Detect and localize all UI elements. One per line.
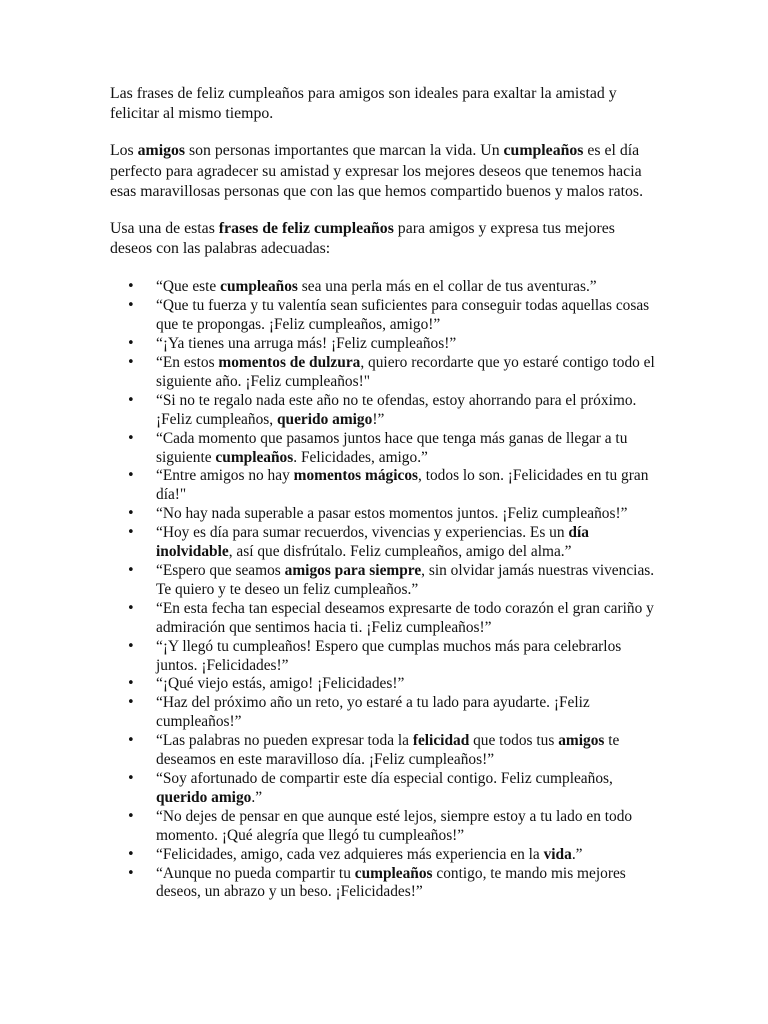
phrase-item [110,467,658,505]
phrase-item [110,430,658,468]
bullet-icon: • [127,525,135,541]
bold-text: día inolvidable [156,524,589,561]
text-run: contigo, te mando mis mejores deseos, un abrazo y un beso. ¡Felicidades!” [156,864,626,901]
bullet-icon: • [127,468,135,484]
text-run: “Hoy es día para sumar recuerdos, vivencias y experiencias. Es un [156,524,569,542]
phrase-item [110,770,658,808]
text-run: “¡Qué viejo estás, amigo! ¡Felicidades!” [156,675,405,693]
bullet-icon: • [127,336,135,352]
text-run: “Aunque no pueda compartir tu [156,864,355,882]
bullet-icon: • [127,506,135,522]
bold-text: amigos para siempre [284,562,422,580]
bold-text: cumpleaños [220,278,298,296]
text-run: “No dejes de pensar en que aunque esté lejos, siempre estoy a tu lado en todo momento. ¡Qué alegría que llegó tu cumpleaños!” [156,807,633,844]
bold-text: cumpleaños [503,142,584,160]
phrase-item [110,354,658,392]
bold-text: cumpleaños [354,864,433,882]
phrase-item [110,675,658,694]
text-run: “Felicidades, amigo, cada vez adquieres más experiencia en la [156,845,544,863]
text-run: “Entre amigos no hay [156,467,294,485]
text-run: “Espero que seamos [156,562,285,580]
text-run: “Las palabras no pueden expresar toda la [156,732,413,750]
phrase-item [110,846,658,865]
bold-text: amigos [137,142,186,160]
bullet-icon: • [127,392,135,408]
phrase-item [110,297,658,335]
text-run: .” [251,788,263,806]
phrase-item [110,524,658,562]
text-run: sea una perla más en el collar de tus aventuras.” [297,278,597,296]
text-run: “Soy afortunado de compartir este día especial contigo. Feliz cumpleaños, [156,769,613,787]
bullet-icon: • [127,355,135,371]
text-run: para amigos y expresa tus mejores deseos con las palabras adecuadas: [110,220,615,258]
text-run: “Que este [156,278,221,296]
bold-text: frases de feliz cumpleaños [218,220,394,238]
bold-text: querido amigo [156,788,252,806]
text-run: , sin olvidar jamás nuestras vivencias. Te quiero y te deseo un feliz cumpleaños.” [156,562,655,598]
intro-paragraph-3 [110,219,658,259]
phrase-item [110,392,658,430]
text-run: te deseamos en este maravilloso día. ¡Feliz cumpleaños!” [156,732,620,769]
text-run: Usa una de estas [110,220,219,238]
bullet-icon: • [127,676,135,692]
text-run: “Cada momento que pasamos juntos hace que tenga más ganas de llegar a tu siguiente [156,429,628,466]
text-run: es el día perfecto para agradecer su amistad y expresar los mejores deseos que tenemos hacia esas maravillosas personas que con las que hemos compartido buenos y malos ratos. [110,142,644,200]
phrase-item [110,335,658,354]
phrase-item [110,505,658,524]
text-run: “Haz del próximo año un reto, yo estaré a tu lado para ayudarte. ¡Feliz cumpleaños!” [156,694,590,731]
text-run: .” [571,845,583,863]
bold-text: amigos [558,732,605,750]
bold-text: momentos de dulzura [218,354,361,372]
intro-paragraph-2 [110,141,658,202]
text-run: que todos tus [469,732,559,750]
bullet-icon: • [127,430,135,446]
bold-text: cumpleaños [215,448,294,466]
bullet-icon: • [127,279,135,295]
phrases-list [110,278,658,902]
bold-text: felicidad [412,732,470,750]
bullet-icon: • [127,298,135,314]
intro-paragraph-1: Las frases de feliz cumpleaños para amigos son ideales para exaltar la amistad y felicitar al mismo tiempo. [110,85,617,123]
phrase-item [110,600,658,638]
bullet-icon: • [127,733,135,749]
phrase-item [110,694,658,732]
text-run: “Que tu fuerza y tu valentía sean suficientes para conseguir todas aquellas cosas que te propongas. ¡Feliz cumpleaños, amigo!” [156,297,650,334]
phrase-item [110,562,658,600]
text-run: . Felicidades, amigo.” [293,448,428,466]
phrase-item [110,732,658,770]
bold-text: querido amigo [276,410,373,428]
text-run: Los [110,142,138,160]
phrase-item [110,808,658,846]
document-page [110,84,658,902]
text-run: “En esta fecha tan especial deseamos expresarte de todo corazón el gran cariño y admiración que sentimos hacia ti. ¡Feliz cumpleaños!” [156,599,654,636]
text-run: , quiero recordarte que yo estaré contigo todo el siguiente año. ¡Feliz cumpleaños!" [156,354,655,390]
bold-text: vida [543,845,572,863]
bold-text: momentos mágicos [293,467,419,485]
bullet-icon: • [127,865,135,881]
text-run: “¡Ya tienes una arruga más! ¡Feliz cumpleaños!” [156,335,457,353]
phrase-item [110,278,658,297]
bullet-icon: • [127,770,135,786]
bullet-icon: • [127,638,135,654]
text-run: , todos lo son. ¡Felicidades en tu gran día!" [156,467,649,504]
text-run: son personas importantes que marcan la vida. Un [185,142,504,160]
text-run: “En estos [156,354,219,372]
bullet-icon: • [127,563,135,579]
bullet-icon: • [127,600,135,616]
bullet-icon: • [127,808,135,824]
bullet-icon: • [127,695,135,711]
phrase-item [110,865,658,903]
text-run: “Si no te regalo nada este año no te ofendas, estoy ahorrando para el próximo. ¡Feliz cumpleaños, [156,391,637,428]
text-run: , así que disfrútalo. Feliz cumpleaños, amigo del alma.” [228,543,572,561]
phrase-item [110,638,658,676]
bullet-icon: • [127,846,135,862]
text-run: “¡Y llegó tu cumpleaños! Espero que cumplas muchos más para celebrarlos juntos. ¡Felicidades!” [156,637,622,674]
text-run: “No hay nada superable a pasar estos momentos juntos. ¡Feliz cumpleaños!” [156,505,628,523]
text-run: !” [372,410,385,428]
